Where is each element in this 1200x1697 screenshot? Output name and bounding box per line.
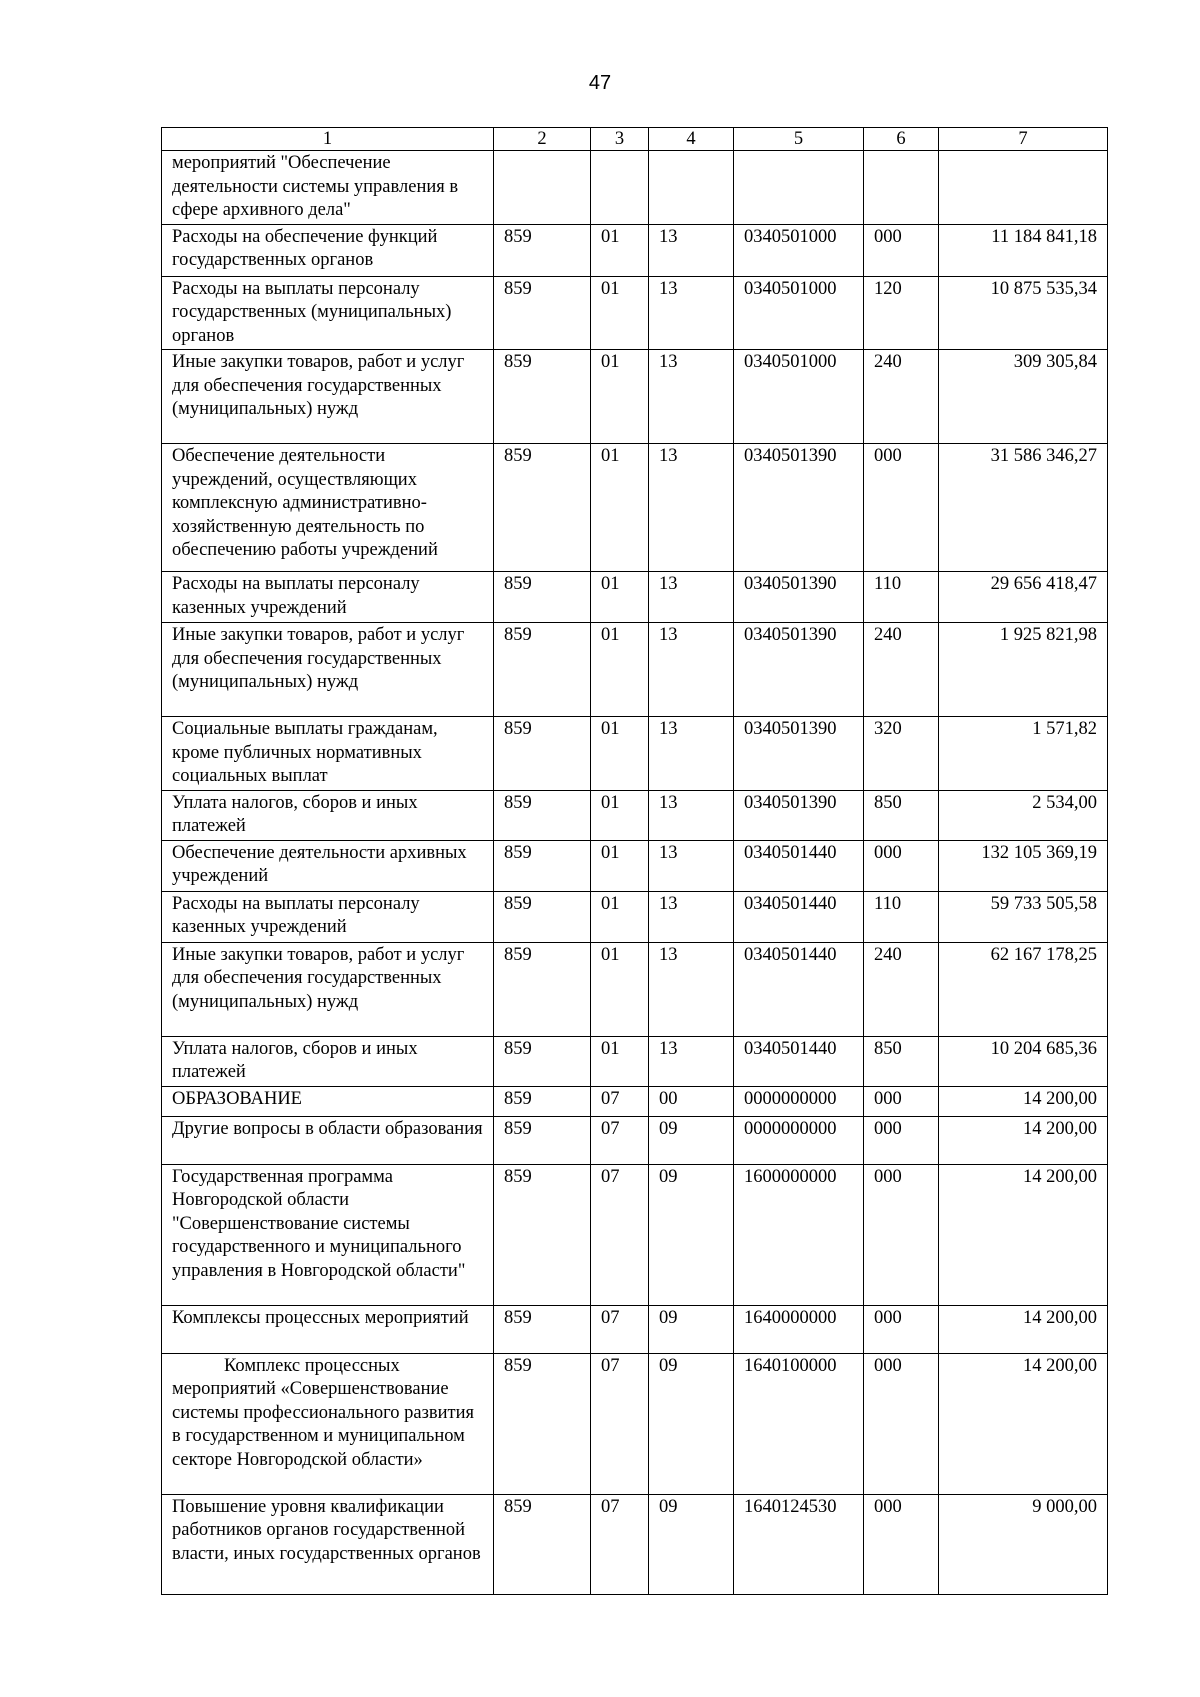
cell-col5: 0340501390 [734, 444, 864, 572]
cell-col5: 0340501000 [734, 276, 864, 350]
cell-col2: 859 [494, 1353, 591, 1494]
row-name: мероприятий "Обеспечение деятельности системы управления в сфере архивного дела" [162, 151, 494, 225]
cell-col3: 01 [591, 276, 649, 350]
header-cell: 6 [864, 128, 939, 151]
cell-col2: 859 [494, 623, 591, 717]
cell-col6: 240 [864, 942, 939, 1036]
cell-col6: 000 [864, 444, 939, 572]
cell-amount: 2 534,00 [939, 790, 1108, 840]
cell-col3: 01 [591, 790, 649, 840]
cell-col4: 13 [649, 350, 734, 444]
cell-col3: 07 [591, 1116, 649, 1164]
cell-col3: 01 [591, 717, 649, 791]
cell-col2: 859 [494, 444, 591, 572]
table-header-row [162, 128, 1108, 151]
cell-amount: 9 000,00 [939, 1494, 1108, 1594]
row-name: Обеспечение деятельности учреждений, осуществляющих комплексную административно-хозяйственную деятельность по обеспечению работы учреждений [162, 444, 494, 572]
row-name: ОБРАЗОВАНИЕ [162, 1086, 494, 1116]
table-row [162, 790, 1108, 840]
cell-col2: 859 [494, 1305, 591, 1353]
cell-amount: 1 571,82 [939, 717, 1108, 791]
row-name: Расходы на выплаты персоналу казенных учреждений [162, 572, 494, 623]
cell-col4 [649, 151, 734, 225]
cell-col4: 13 [649, 1036, 734, 1086]
table-row [162, 1086, 1108, 1116]
cell-col4: 13 [649, 444, 734, 572]
row-name: Уплата налогов, сборов и иных платежей [162, 790, 494, 840]
cell-col5: 0340501390 [734, 790, 864, 840]
cell-amount: 31 586 346,27 [939, 444, 1108, 572]
cell-col3: 01 [591, 350, 649, 444]
table-row [162, 1305, 1108, 1353]
row-name [162, 1353, 494, 1494]
cell-col5: 0340501440 [734, 891, 864, 942]
cell-col2: 859 [494, 1164, 591, 1305]
cell-amount: 132 105 369,19 [939, 840, 1108, 891]
table-row [162, 717, 1108, 791]
cell-col4: 09 [649, 1353, 734, 1494]
cell-col3: 01 [591, 224, 649, 276]
cell-col2: 859 [494, 224, 591, 276]
cell-col6: 110 [864, 572, 939, 623]
cell-col3 [591, 151, 649, 225]
table-row [162, 840, 1108, 891]
cell-col2: 859 [494, 717, 591, 791]
cell-col6 [864, 151, 939, 225]
cell-col5: 0000000000 [734, 1116, 864, 1164]
table-row [162, 444, 1108, 572]
cell-col6: 320 [864, 717, 939, 791]
cell-col4: 13 [649, 623, 734, 717]
cell-col5 [734, 151, 864, 225]
cell-col2: 859 [494, 840, 591, 891]
cell-amount [939, 151, 1108, 225]
row-name: Повышение уровня квалификации работников органов государственной власти, иных государственных органов [162, 1494, 494, 1594]
cell-col6: 240 [864, 350, 939, 444]
cell-col5: 0000000000 [734, 1086, 864, 1116]
cell-col2: 859 [494, 1116, 591, 1164]
cell-col2 [494, 151, 591, 225]
cell-amount: 62 167 178,25 [939, 942, 1108, 1036]
row-name: Другие вопросы в области образования [162, 1116, 494, 1164]
cell-amount: 14 200,00 [939, 1086, 1108, 1116]
header-cell: 2 [494, 128, 591, 151]
row-name: Иные закупки товаров, работ и услуг для обеспечения государственных (муниципальных) нужд [162, 942, 494, 1036]
cell-col6: 000 [864, 1305, 939, 1353]
cell-col3: 01 [591, 1036, 649, 1086]
cell-col3: 01 [591, 891, 649, 942]
cell-col4: 00 [649, 1086, 734, 1116]
cell-col6: 120 [864, 276, 939, 350]
cell-col6: 000 [864, 840, 939, 891]
cell-col5: 0340501390 [734, 623, 864, 717]
cell-amount: 309 305,84 [939, 350, 1108, 444]
cell-col6: 110 [864, 891, 939, 942]
cell-col6: 000 [864, 1086, 939, 1116]
cell-col5: 1640124530 [734, 1494, 864, 1594]
cell-col4: 13 [649, 572, 734, 623]
header-cell: 1 [162, 128, 494, 151]
row-name: Комплексы процессных мероприятий [162, 1305, 494, 1353]
cell-col4: 13 [649, 790, 734, 840]
cell-col2: 859 [494, 1494, 591, 1594]
table-row [162, 623, 1108, 717]
row-name: Уплата налогов, сборов и иных платежей [162, 1036, 494, 1086]
table-row [162, 151, 1108, 225]
table-row [162, 350, 1108, 444]
row-name: Иные закупки товаров, работ и услуг для обеспечения государственных (муниципальных) нужд [162, 623, 494, 717]
table-row [162, 1353, 1108, 1494]
header-cell: 3 [591, 128, 649, 151]
cell-col6: 000 [864, 1164, 939, 1305]
cell-col6: 000 [864, 1116, 939, 1164]
cell-col5: 0340501000 [734, 224, 864, 276]
table-row [162, 1494, 1108, 1594]
cell-col2: 859 [494, 790, 591, 840]
cell-col4: 09 [649, 1164, 734, 1305]
budget-table [161, 127, 1108, 1595]
cell-amount: 14 200,00 [939, 1164, 1108, 1305]
cell-col2: 859 [494, 572, 591, 623]
cell-col3: 01 [591, 942, 649, 1036]
header-cell: 7 [939, 128, 1108, 151]
cell-col3: 01 [591, 840, 649, 891]
cell-col4: 13 [649, 840, 734, 891]
cell-col5: 0340501440 [734, 942, 864, 1036]
row-name: Расходы на обеспечение функций государственных органов [162, 224, 494, 276]
cell-col6: 000 [864, 1494, 939, 1594]
cell-col5: 1600000000 [734, 1164, 864, 1305]
cell-amount: 14 200,00 [939, 1305, 1108, 1353]
row-name-text: Комплекс процессных мероприятий «Совершенствование системы профессионального развития в государственном и муниципальном секторе Новгородской области» [172, 1355, 475, 1470]
table-row [162, 1164, 1108, 1305]
cell-col4: 13 [649, 891, 734, 942]
cell-col2: 859 [494, 1036, 591, 1086]
table-row [162, 1116, 1108, 1164]
table-row [162, 891, 1108, 942]
cell-amount: 14 200,00 [939, 1116, 1108, 1164]
cell-amount: 1 925 821,98 [939, 623, 1108, 717]
cell-col3: 07 [591, 1164, 649, 1305]
cell-col4: 13 [649, 224, 734, 276]
cell-col4: 09 [649, 1116, 734, 1164]
cell-col3: 01 [591, 572, 649, 623]
cell-col6: 850 [864, 1036, 939, 1086]
cell-col4: 09 [649, 1494, 734, 1594]
cell-col2: 859 [494, 1086, 591, 1116]
cell-col3: 07 [591, 1353, 649, 1494]
cell-amount: 10 875 535,34 [939, 276, 1108, 350]
cell-col5: 0340501000 [734, 350, 864, 444]
table-row [162, 572, 1108, 623]
header-cell: 5 [734, 128, 864, 151]
cell-col5: 0340501390 [734, 572, 864, 623]
cell-amount: 11 184 841,18 [939, 224, 1108, 276]
cell-col5: 1640100000 [734, 1353, 864, 1494]
cell-col6: 000 [864, 224, 939, 276]
cell-col4: 13 [649, 276, 734, 350]
table-row [162, 1036, 1108, 1086]
cell-amount: 10 204 685,36 [939, 1036, 1108, 1086]
cell-col3: 07 [591, 1305, 649, 1353]
cell-col3: 07 [591, 1086, 649, 1116]
cell-col3: 01 [591, 623, 649, 717]
table-row [162, 942, 1108, 1036]
cell-col3: 01 [591, 444, 649, 572]
table-row [162, 224, 1108, 276]
table-row [162, 276, 1108, 350]
cell-col2: 859 [494, 942, 591, 1036]
row-name: Расходы на выплаты персоналу казенных учреждений [162, 891, 494, 942]
cell-col4: 13 [649, 942, 734, 1036]
row-name: Расходы на выплаты персоналу государственных (муниципальных) органов [162, 276, 494, 350]
cell-col5: 0340501440 [734, 1036, 864, 1086]
cell-col5: 0340501440 [734, 840, 864, 891]
row-name: Иные закупки товаров, работ и услуг для обеспечения государственных (муниципальных) нужд [162, 350, 494, 444]
cell-col5: 1640000000 [734, 1305, 864, 1353]
cell-col2: 859 [494, 891, 591, 942]
row-name: Социальные выплаты гражданам, кроме публичных нормативных социальных выплат [162, 717, 494, 791]
cell-col2: 859 [494, 276, 591, 350]
row-name: Государственная программа Новгородской области "Совершенствование системы государственного и муниципального управления в Новгородской области" [162, 1164, 494, 1305]
row-name: Обеспечение деятельности архивных учреждений [162, 840, 494, 891]
header-cell: 4 [649, 128, 734, 151]
cell-col6: 240 [864, 623, 939, 717]
cell-amount: 14 200,00 [939, 1353, 1108, 1494]
cell-col6: 000 [864, 1353, 939, 1494]
cell-col6: 850 [864, 790, 939, 840]
cell-col5: 0340501390 [734, 717, 864, 791]
cell-col4: 13 [649, 717, 734, 791]
page-number: 47 [588, 72, 612, 94]
cell-col2: 859 [494, 350, 591, 444]
cell-amount: 59 733 505,58 [939, 891, 1108, 942]
cell-col3: 07 [591, 1494, 649, 1594]
cell-col4: 09 [649, 1305, 734, 1353]
cell-amount: 29 656 418,47 [939, 572, 1108, 623]
